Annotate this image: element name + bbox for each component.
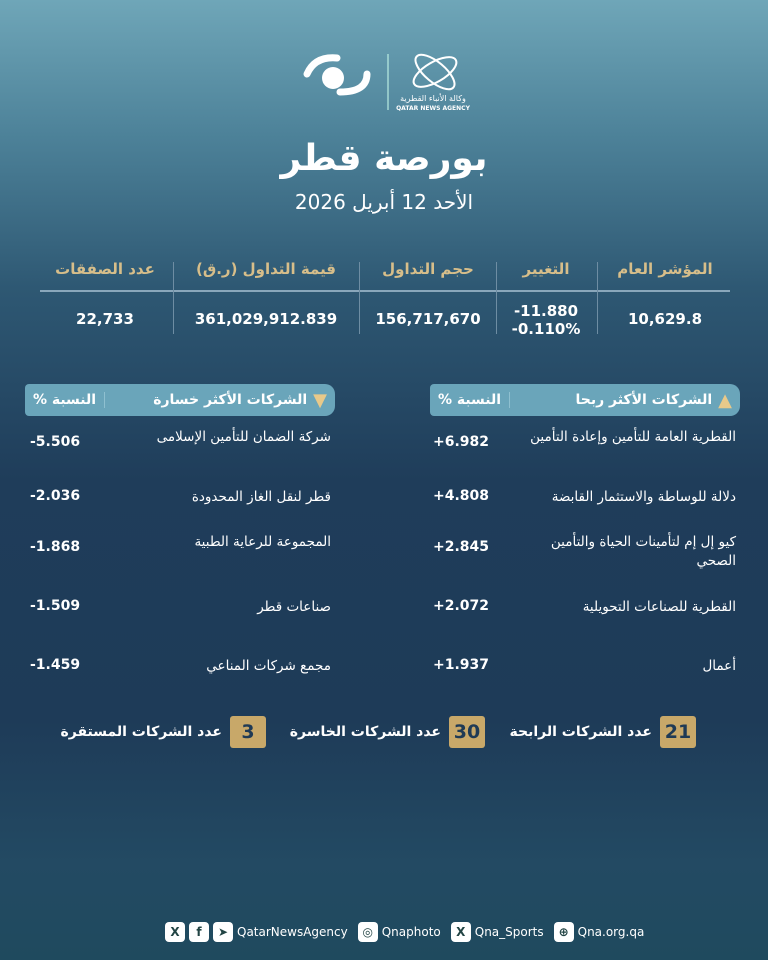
- index-value: 10,629.8: [627, 310, 703, 328]
- date: الأحد 12 أبريل 2026: [294, 190, 474, 214]
- deals-value: 22,733: [76, 310, 134, 328]
- count-badge: 21: [660, 716, 696, 748]
- col-index: المؤشر العام: [617, 260, 713, 278]
- gainers-count: [510, 716, 696, 748]
- change-points: -11.880: [513, 302, 579, 320]
- gainers-company-name: القطرية العامة للتأمين وإعادة التأمين: [530, 429, 736, 445]
- divider: [496, 262, 497, 334]
- social-handle[interactable]: QatarNewsAgency: [237, 925, 348, 939]
- count-label: عدد الشركات الرابحة: [509, 724, 652, 740]
- globe-icon[interactable]: ⊕: [554, 922, 574, 942]
- gainers-company-name: القطرية للصناعات التحويلية: [582, 599, 736, 615]
- divider: [597, 262, 598, 334]
- change-percent: -0.110%: [511, 320, 581, 338]
- gainers-change-value: +2.072: [433, 598, 490, 614]
- gainers-change-value: +4.808: [433, 488, 490, 504]
- losers-company-name: مجمع شركات المناعي: [206, 658, 331, 674]
- count-badge: 30: [449, 716, 485, 748]
- col-change: التغيير: [522, 260, 570, 278]
- gainers-change-value: +6.982: [433, 434, 490, 450]
- social-handle[interactable]: Qnaphoto: [381, 925, 441, 939]
- losers-change-value: -1.509: [30, 598, 81, 614]
- qna-logo: [295, 48, 475, 118]
- losers-change-value: -1.868: [30, 539, 81, 555]
- count-badge: 3: [230, 716, 266, 748]
- divider: [173, 262, 174, 334]
- losers-title: الشركات الأكثر خسارة: [153, 392, 308, 408]
- gainers-company-name: دلالة للوساطة والاستثمار القابضة: [551, 489, 736, 505]
- website-link[interactable]: Qna.org.qa: [577, 925, 645, 939]
- gainers-pct-label: النسبة %: [430, 392, 510, 408]
- volume-value: 156,717,670: [375, 310, 481, 328]
- arrow-down-icon: ▼: [313, 389, 327, 411]
- social-handle[interactable]: Qna_Sports: [474, 925, 544, 939]
- losers-company-name: شركة الضمان للتأمين الإسلامى: [156, 429, 331, 445]
- col-volume: حجم التداول: [382, 260, 474, 278]
- losers-pct-label: النسبة %: [25, 392, 105, 408]
- gainers-change-value: +1.937: [433, 657, 490, 673]
- page-title: بورصة قطر: [280, 138, 488, 179]
- losers-company-name: قطر لنقل الغاز المحدودة: [191, 489, 331, 505]
- trade-value: 361,029,912.839: [194, 310, 338, 328]
- col-deals: عدد الصفقات: [55, 260, 155, 278]
- losers-change-value: -5.506: [30, 434, 81, 450]
- divider: [359, 262, 360, 334]
- divider: [40, 290, 730, 292]
- losers-count: [290, 716, 485, 748]
- gainers-header: [430, 384, 740, 416]
- gainers-company-name: كيو إل إم لتأمينات الحياة والتأمين الصحي: [550, 534, 736, 569]
- losers-change-value: -2.036: [30, 488, 81, 504]
- count-label: عدد الشركات المستقرة: [60, 724, 222, 740]
- stable-count: [60, 716, 266, 748]
- telegram-icon[interactable]: ➤: [213, 922, 233, 942]
- x-icon[interactable]: X: [451, 922, 471, 942]
- col-value: قيمة التداول (ر.ق): [195, 260, 337, 278]
- gainers-title: الشركات الأكثر ربحا: [575, 392, 713, 408]
- losers-company-name: صناعات قطر: [257, 599, 331, 615]
- agency-name-ar: وكالة الأنباء القطرية: [400, 94, 466, 103]
- count-label: عدد الشركات الخاسرة: [289, 724, 441, 740]
- losers-header: [25, 384, 335, 416]
- arrow-up-icon: ▲: [718, 389, 732, 411]
- losers-change-value: -1.459: [30, 657, 81, 673]
- social-footer: [165, 922, 650, 942]
- gainers-company-name: أعمال: [702, 658, 736, 674]
- gainers-change-value: +2.845: [433, 539, 490, 555]
- change-value: [498, 302, 594, 338]
- agency-name-en: QATAR NEWS AGENCY: [396, 105, 470, 112]
- x-icon[interactable]: X: [165, 922, 185, 942]
- losers-company-name: المجموعة للرعاية الطبية: [194, 534, 331, 550]
- facebook-icon[interactable]: f: [189, 922, 209, 942]
- instagram-icon[interactable]: ◎: [358, 922, 378, 942]
